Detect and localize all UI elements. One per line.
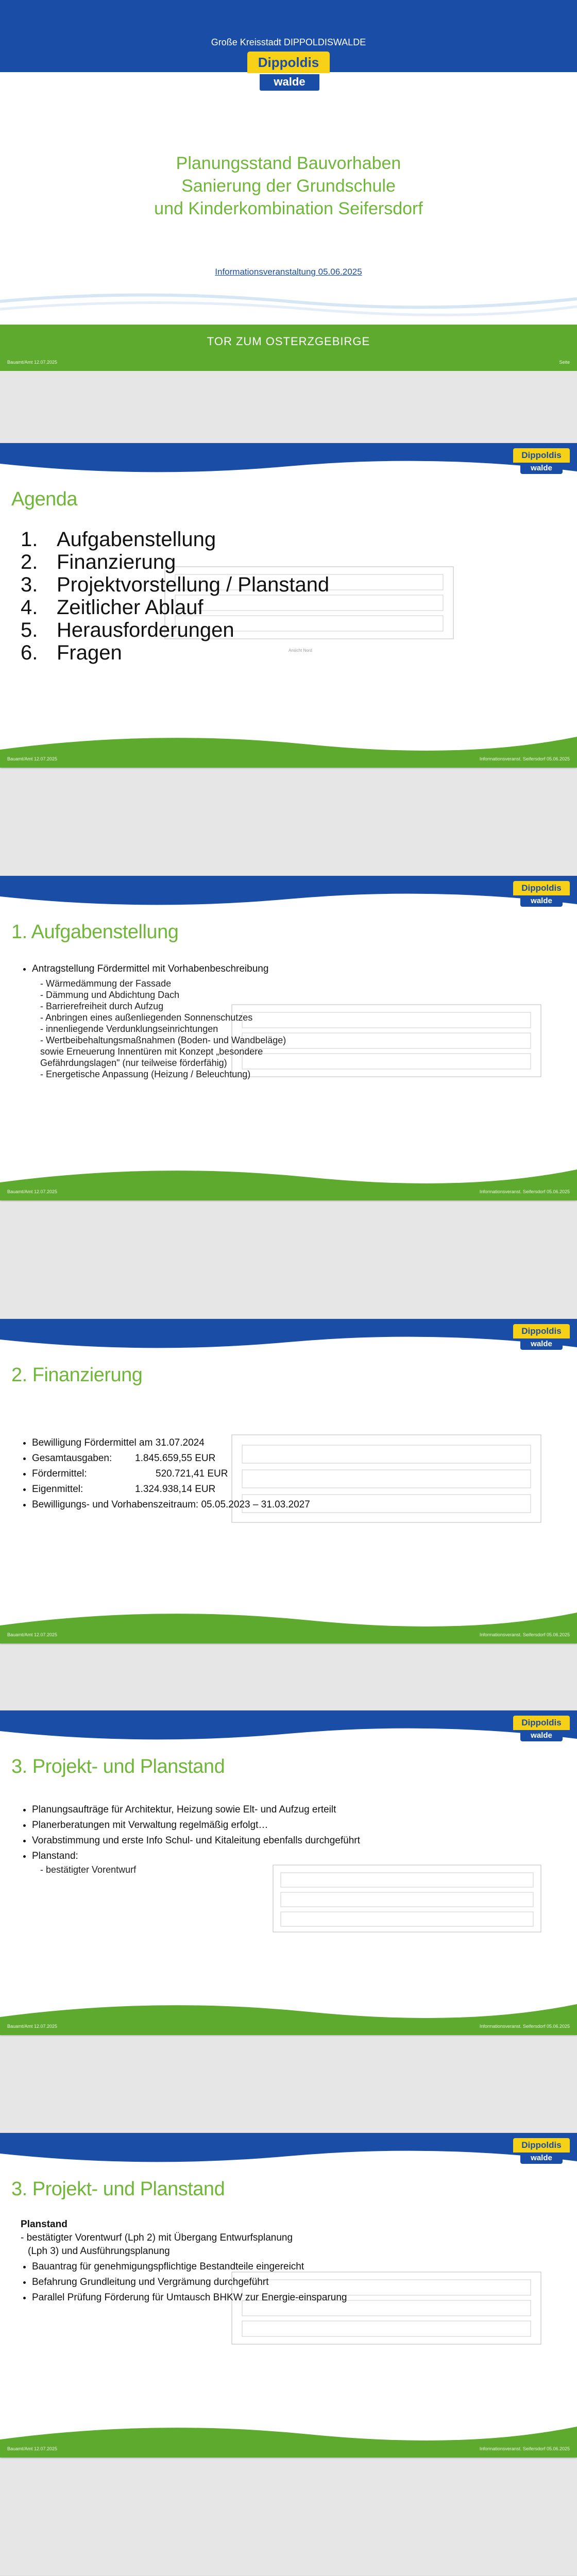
top-wave xyxy=(0,2133,577,2169)
sub-item: sowie Erneuerung Innentüren mit Konzept „besondere xyxy=(40,1046,263,1057)
cover-footer-right: Seite xyxy=(559,360,570,365)
agenda-label: Herausforderungen xyxy=(57,619,234,641)
finance-label: Fördermittel: xyxy=(32,1468,87,1479)
logo xyxy=(513,1324,570,1351)
finance-item xyxy=(32,1452,464,1465)
footer-right: Informationsveranst. Seifersdorf 05.06.2025 xyxy=(479,1189,570,1194)
logo-top: Dippoldis xyxy=(513,448,570,463)
logo-bottom: walde xyxy=(520,1730,563,1741)
slide-cover xyxy=(0,0,577,325)
finance-item xyxy=(32,1467,464,1481)
bullet-item xyxy=(32,1850,515,1876)
slide-title: 3. Projekt- und Planstand xyxy=(11,1756,225,1777)
bullet-item: • Planungsaufträge für Architektur, Heizung sowie Elt- und Aufzug erteilt xyxy=(32,1803,515,1817)
agenda-label: Zeitlicher Ablauf xyxy=(57,596,203,619)
finance-item xyxy=(32,1498,464,1512)
cover-footer-left: Bauamt/Amt 12.07.2025 xyxy=(7,360,58,365)
slide-agenda xyxy=(0,443,577,768)
finance-value: 520.721,41 EUR xyxy=(156,1468,228,1479)
finance-list xyxy=(21,1436,464,1514)
agenda-list xyxy=(21,528,329,664)
planstand-heading: Planstand xyxy=(21,2219,67,2230)
slide-title: 2. Finanzierung xyxy=(11,1364,143,1386)
logo-bottom: walde xyxy=(520,1338,563,1350)
agenda-label: Fragen xyxy=(57,641,122,664)
footer-right: Informationsveranst. Seifersdorf 05.06.2025 xyxy=(479,1632,570,1637)
footer-right: Informationsveranst. Seifersdorf 05.06.2025 xyxy=(479,2446,570,2451)
bullet-item: • Vorabstimmung und erste Info Schul- und Kitaleitung ebenfalls durchgeführt xyxy=(32,1834,515,1848)
sub-item: Gefährdungslagen" (nur teilweise förderfähig) xyxy=(40,1058,227,1068)
sub-item: - bestätigter Vorentwurf xyxy=(40,1865,137,1875)
sub-item: - Wärmedämmung der Fassade xyxy=(40,978,172,989)
sub-item: - Energetische Anpassung (Heizung / Beleuchtung) xyxy=(40,1069,251,1079)
slide-projekt-2 xyxy=(0,2133,577,2458)
cover-subtitle: Informationsveranstaltung 05.06.2025 xyxy=(215,267,362,277)
sub-item: - Wertbeibehaltungsmaßnahmen (Boden- und Wandbeläge) xyxy=(40,1035,286,1045)
agenda-label: Aufgabenstellung xyxy=(57,528,216,551)
logo-top: Dippoldis xyxy=(513,2138,570,2153)
agenda-item xyxy=(21,641,329,664)
footer-right: Informationsveranst. Seifersdorf 05.06.2025 xyxy=(479,756,570,761)
slide-title: Agenda xyxy=(11,488,78,510)
cover-title-line: Sanierung der Grundschule xyxy=(181,176,396,196)
bullet-item: • Antragstellung Fördermittel mit Vorhabenbeschreibung xyxy=(32,962,392,976)
cover-logo-top: Dippoldis xyxy=(247,52,330,73)
finance-label: Gesamtausgaben: xyxy=(32,1453,112,1464)
finance-value: 1.845.659,55 EUR xyxy=(135,1453,216,1464)
cover-header-text: Große Kreisstadt DIPPOLDISWALDE xyxy=(211,37,366,47)
bullet-item: • Parallel Prüfung Förderung für Umtausch BHKW zur Energie-einsparung xyxy=(32,2291,362,2304)
bullet-item: • Bauantrag für genehmigungspflichtige Bestandteile eingereicht xyxy=(32,2260,474,2274)
svg-text:Ansicht Nord: Ansicht Nord xyxy=(288,648,312,653)
cover-logo-bottom: walde xyxy=(259,73,320,92)
planstand-line: (Lph 3) und Ausführungsplanung xyxy=(28,2246,170,2257)
finance-label: Bewilligungs- und Vorhabenszeitraum: 05.05.2023 – 31.03.2027 xyxy=(32,1499,310,1510)
sub-item: - Dämmung und Abdichtung Dach xyxy=(40,990,180,1000)
finance-label: Eigenmittel: xyxy=(32,1484,83,1495)
agenda-item xyxy=(21,619,329,641)
cover-title-line: und Kinderkombination Seifersdorf xyxy=(154,199,423,218)
agenda-num: 6. xyxy=(21,641,38,664)
logo-top: Dippoldis xyxy=(513,881,570,895)
cover-title xyxy=(0,152,577,220)
footer-left: Bauamt/Amt 12.07.2025 xyxy=(7,2024,58,2029)
slide-finanzierung xyxy=(0,1319,577,1643)
agenda-item xyxy=(21,551,329,573)
sub-item: - Barrierefreiheit durch Aufzug xyxy=(40,1001,164,1011)
agenda-item xyxy=(21,573,329,596)
bullet-list xyxy=(21,1803,515,1878)
footer-left: Bauamt/Amt 12.07.2025 xyxy=(7,1189,58,1194)
slide-title: 3. Projekt- und Planstand xyxy=(11,2178,225,2200)
finance-item xyxy=(32,1483,464,1496)
logo-bottom: walde xyxy=(520,895,563,907)
logo-bottom: walde xyxy=(520,463,563,474)
agenda-label: Projektvorstellung / Planstand xyxy=(57,573,330,596)
logo xyxy=(513,2138,570,2165)
agenda-num: 4. xyxy=(21,596,38,619)
footer-left: Bauamt/Amt 12.07.2025 xyxy=(7,756,58,761)
agenda-num: 3. xyxy=(21,573,38,596)
footer-left: Bauamt/Amt 12.07.2025 xyxy=(7,2446,58,2451)
finance-label: Bewilligung Fördermittel am 31.07.2024 xyxy=(32,1437,205,1448)
bullet-list xyxy=(21,962,392,1080)
agenda-item xyxy=(21,596,329,619)
cover-logo xyxy=(247,52,330,91)
sub-item: - innenliegende Verdunklungseinrichtungen xyxy=(40,1024,218,1034)
logo xyxy=(513,881,570,908)
planstand-line: - bestätigter Vorentwurf (Lph 2) mit Übergang Entwurfsplanung xyxy=(21,2232,293,2243)
agenda-num: 5. xyxy=(21,619,38,641)
top-wave xyxy=(0,1710,577,1747)
logo xyxy=(513,1716,570,1742)
cover-wave-decoration xyxy=(0,286,577,322)
top-wave xyxy=(0,443,577,479)
bullet-item: • Befahrung Grundleitung und Vergrämung durchgeführt xyxy=(32,2276,474,2289)
finance-value: 1.324.938,14 EUR xyxy=(135,1484,216,1495)
logo xyxy=(513,448,570,475)
finance-item xyxy=(32,1436,464,1450)
bullet-text: Planstand: xyxy=(32,1851,78,1861)
bullet-list xyxy=(21,2218,474,2307)
agenda-num: 2. xyxy=(21,551,38,573)
cover-title-line: Planungsstand Bauvorhaben xyxy=(176,154,401,173)
cover-tagline: TOR ZUM OSTERZGEBIRGE xyxy=(207,335,370,348)
footer-right: Informationsveranst. Seifersdorf 05.06.2025 xyxy=(479,2024,570,2029)
top-wave xyxy=(0,876,577,912)
slide-title: 1. Aufgabenstellung xyxy=(11,921,179,943)
logo-bottom: walde xyxy=(520,2153,563,2164)
agenda-label: Finanzierung xyxy=(57,551,176,573)
agenda-num: 1. xyxy=(21,528,38,551)
bullet-item: • Planerberatungen mit Verwaltung regelmäßig erfolgt… xyxy=(32,1819,515,1832)
footer-left: Bauamt/Amt 12.07.2025 xyxy=(7,1632,58,1637)
agenda-item xyxy=(21,528,329,551)
logo-top: Dippoldis xyxy=(513,1716,570,1730)
logo-top: Dippoldis xyxy=(513,1324,570,1338)
slide-projekt-1 xyxy=(0,1710,577,2035)
sub-item: - Anbringen eines außenliegenden Sonnenschutzes xyxy=(40,1012,253,1023)
top-wave xyxy=(0,1319,577,1355)
cover-footer-band xyxy=(0,325,577,371)
slide-aufgabenstellung xyxy=(0,876,577,1200)
